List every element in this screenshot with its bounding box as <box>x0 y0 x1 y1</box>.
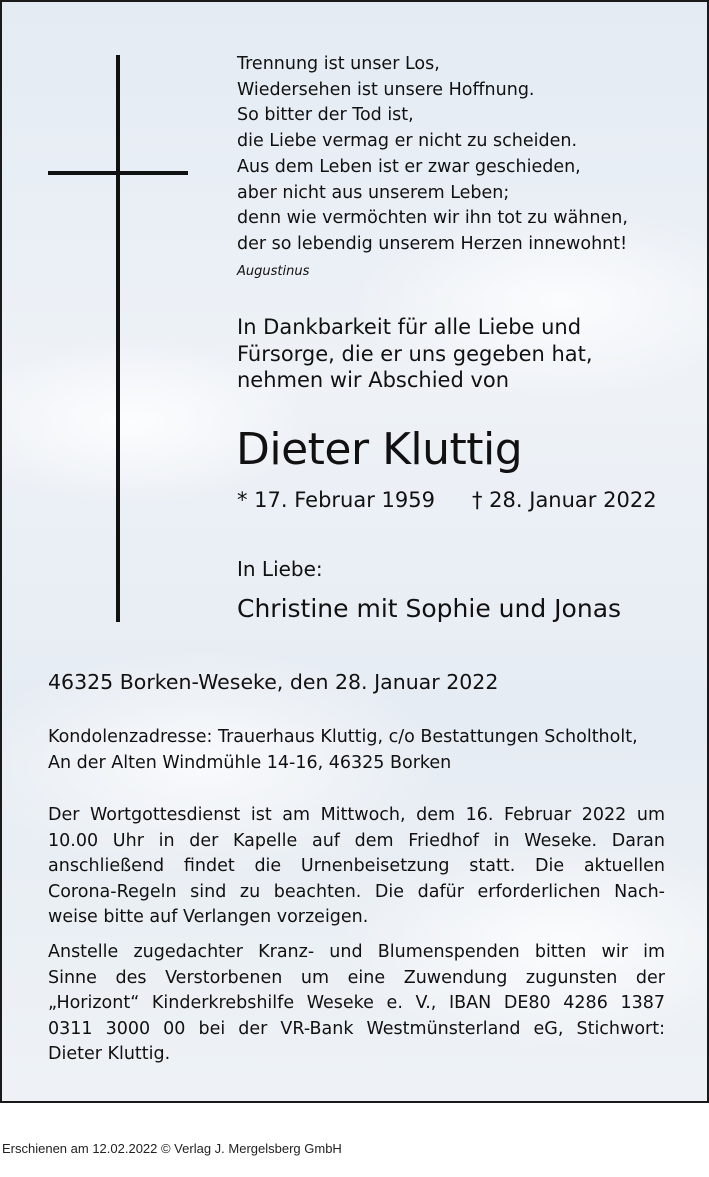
service-paragraph <box>48 803 665 931</box>
service-line: 10.00 Uhr in der Kapelle auf dem Friedhof in Weseke. Daran <box>48 830 665 851</box>
place-date: 46325 Borken-Weseke, den 28. Januar 2022 <box>48 670 499 694</box>
poem-line: So bitter der Tod ist, <box>237 105 414 126</box>
publication-footer: Erschienen am 12.02.2022 © Verlag J. Mergelsberg GmbH <box>2 1141 342 1156</box>
deceased-name: Dieter Kluttig <box>236 424 523 475</box>
poem-line: Aus dem Leben ist er zwar geschieden, <box>237 156 581 177</box>
poem-line: die Liebe vermag er nicht zu scheiden. <box>237 131 578 152</box>
donation-line: 0311 3000 00 bei der VR-Bank Westmünsterland eG, Stichwort: <box>48 1018 665 1039</box>
intro-text <box>237 314 593 394</box>
intro-line: Fürsorge, die er uns gegeben hat, <box>237 341 593 366</box>
intro-line: nehmen wir Abschied von <box>237 368 510 392</box>
address-line: Kondolenzadresse: Trauerhaus Kluttig, c/o Bestattungen Scholtholt, <box>48 727 638 747</box>
condolence-address <box>48 725 638 776</box>
poem-line: denn wie vermöchten wir ihn tot zu wähnen, <box>237 208 628 229</box>
service-line: Der Wortgottesdienst ist am Mittwoch, dem 16. Februar 2022 um <box>48 805 665 825</box>
address-line: An der Alten Windmühle 14-16, 46325 Borken <box>48 752 452 773</box>
poem-line: Trennung ist unser Los, <box>237 54 440 74</box>
mourners-names: Christine mit Sophie und Jonas <box>237 594 622 623</box>
donation-line: Anstelle zugedachter Kranz- und Blumenspenden bitten wir im <box>48 942 665 962</box>
service-line: anschließend findet die Urnenbeisetzung statt. Die aktuellen <box>48 856 665 876</box>
donation-paragraph <box>48 940 665 1068</box>
donation-line: Sinne des Verstorbenen um eine Zuwendung zugunsten der <box>48 967 665 988</box>
service-line: weise bitte auf Verlangen vorzeigen. <box>48 907 369 927</box>
birth-date: * 17. Februar 1959 <box>237 488 435 512</box>
poem-line: Wiedersehen ist unsere Hoffnung. <box>237 79 535 100</box>
donation-line: Dieter Kluttig. <box>48 1044 171 1064</box>
mourners-label: In Liebe: <box>237 557 323 581</box>
poem-author: Augustinus <box>237 264 310 279</box>
service-line: Corona-Regeln sind zu beachten. Die dafür erforderlichen Nach- <box>48 881 665 902</box>
donation-line: „Horizont“ Kinderkrebshilfe Weseke e. V., IBAN DE80 4286 1387 <box>48 993 665 1013</box>
poem-line: aber nicht aus unserem Leben; <box>237 182 510 203</box>
cross-icon-horizontal <box>48 171 188 175</box>
poem <box>237 52 628 258</box>
death-date: † 28. Januar 2022 <box>472 488 657 512</box>
poem-line: der so lebendig unserem Herzen innewohnt! <box>237 233 628 254</box>
cross-icon-vertical <box>116 55 120 622</box>
intro-line: In Dankbarkeit für alle Liebe und <box>237 315 582 339</box>
